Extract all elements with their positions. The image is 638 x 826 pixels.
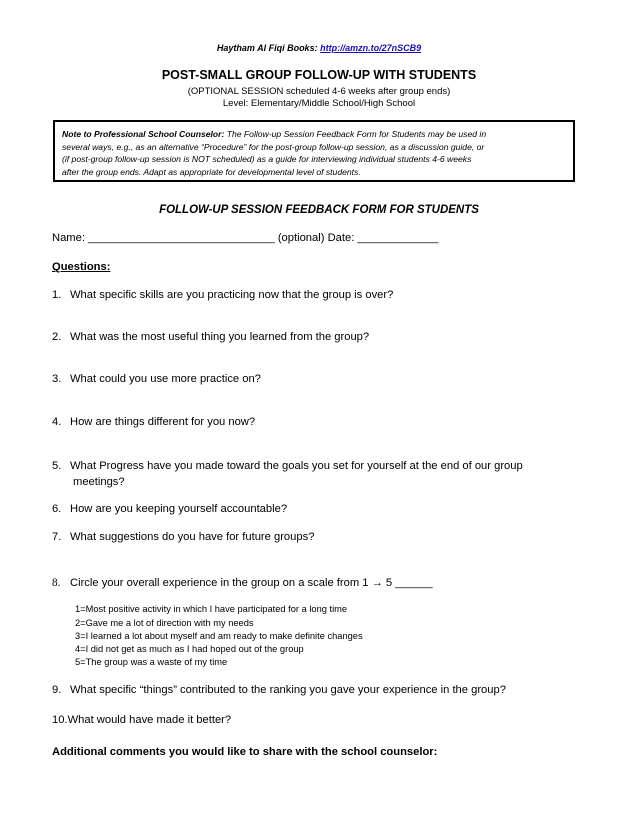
question-1 [52,289,393,301]
scale-item-2: 2=Gave me a lot of direction with my needs [75,618,254,628]
question-text: What could you use more practice on? [70,373,261,385]
note-line-4: after the group ends. Adapt as appropriate for developmental level of students. [62,166,361,177]
question-4 [52,416,255,428]
question-number: 8. [52,577,61,589]
question-text: How are things different for you now? [70,416,256,428]
question-number: 9. [52,684,62,696]
counselor-note-box [53,120,575,182]
question-number: 7. [52,531,62,543]
page-subtitle-level: Level: Elementary/Middle School/High School [222,98,416,109]
question-5 [52,460,523,472]
question-text: What specific “things” contributed to the ranking you gave your experience in the group? [70,684,506,696]
question-text: What would have made it better? [67,714,232,726]
question-text: What was the most useful thing you learned from the group? [70,331,370,343]
note-text-1: The Follow-up Session Feedback Form for Students may be used in [224,129,487,139]
question-number: 1. [52,289,62,301]
question-9 [52,684,506,696]
question-number: 6. [52,503,62,515]
question-6 [52,503,287,515]
question-3 [52,373,261,385]
question-7 [52,531,314,543]
question-number: 4. [52,416,62,428]
questions-heading: Questions: [52,261,111,273]
scale-item-3: 3=I learned a lot about myself and am ready to make definite changes [75,631,363,641]
name-date-line: Name: ______________________________ (optional) Date: _____________ [52,232,439,244]
question-2 [52,331,369,343]
note-line-1 [62,128,566,141]
credit-line [0,43,638,53]
question-text: How are you keeping yourself accountable? [70,503,288,515]
note-label: Note to Professional School Counselor: [62,129,225,139]
scale-item-5: 5=The group was a waste of my time [75,657,228,667]
question-text: What Progress have you made toward the goals you set for yourself at the end of our group [70,460,523,472]
scale-item-4: 4=I did not get as much as I had hoped out of the group [75,644,304,654]
credit-link[interactable]: http://amzn.to/27nSCB9 [320,43,422,53]
form-title: FOLLOW-UP SESSION FEEDBACK FORM FOR STUDENTS [159,204,479,216]
scale-item-1: 1=Most positive activity in which I have participated for a long time [75,604,348,614]
credit-prefix: Haytham Al Fiqi Books: [216,43,321,53]
question-text: Circle your overall experience in the group on a scale from 1 → 5 ______ [70,577,433,589]
question-text: What specific skills are you practicing now that the group is over? [70,289,394,301]
note-line-2: several ways, e.g., as an alternative “Procedure” for the post-group follow-up session, as a discussion guide, or [62,141,485,152]
question-10 [52,714,231,726]
question-number: 10. [52,714,68,726]
question-number: 5. [52,460,62,472]
question-text: What suggestions do you have for future groups? [70,531,315,543]
additional-comments-heading: Additional comments you would like to share with the school counselor: [52,746,438,758]
question-number: 2. [52,331,62,343]
note-line-3: (if post-group follow-up session is NOT scheduled) as a guide for interviewing individual students 4-6 weeks [62,154,472,165]
question-5-continuation: meetings? [73,476,125,488]
question-8 [52,577,433,589]
question-number: 3. [52,373,62,385]
page-title: POST-SMALL GROUP FOLLOW-UP WITH STUDENTS [161,68,477,82]
page-subtitle-schedule: (OPTIONAL SESSION scheduled 4-6 weeks after group ends) [187,86,451,97]
